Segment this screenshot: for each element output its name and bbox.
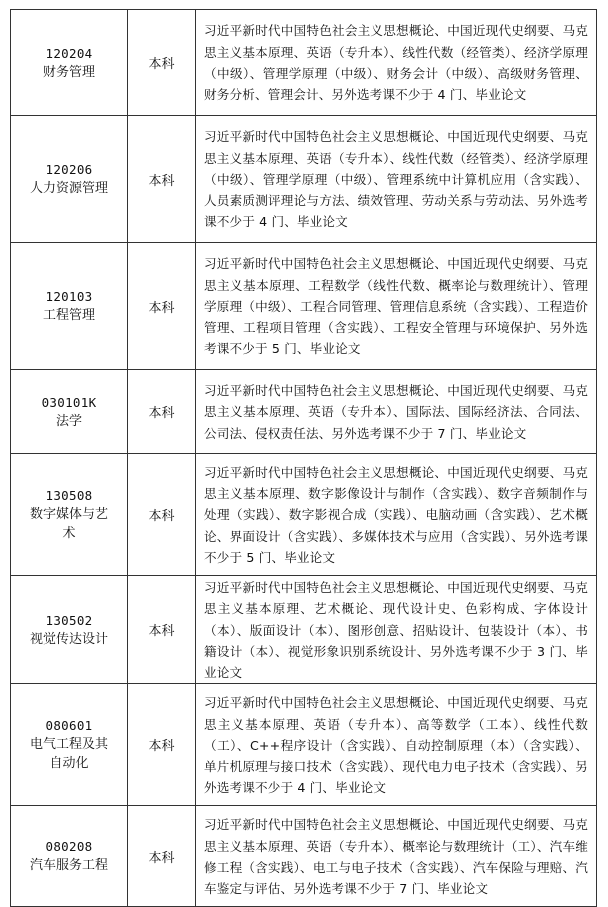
major-cell [11, 806, 128, 907]
table-row [11, 10, 597, 116]
major-code: 120204 [45, 45, 93, 61]
course-list: 习近平新时代中国特色社会主义思想概论、中国近现代史纲要、马克思主义基本原理、数字影像设计与制作（含实践）、数字音频制作与处理（实践）、数字影视合成（实践）、电脑动画（含实践）、艺术概论、界面设计（含实践）、多媒体技术与应用（含实践）、另外选考课不少于 5 门、毕业论文 [196, 454, 597, 576]
major-code: 120103 [45, 289, 93, 304]
education-level: 本科 [128, 116, 196, 243]
course-list: 习近平新时代中国特色社会主义思想概论、中国近现代史纲要、马克思主义基本原理、工程数学（线性代数、概率论与数理统计）、管理学原理（中级）、工程合同管理、管理信息系统（含实践）、工程造价管理、工程项目管理（含实践）、工程安全管理与环境保护、另外选考课不少于 5 门、毕业论文 [196, 243, 597, 370]
education-level: 本科 [128, 454, 196, 576]
course-list: 习近平新时代中国特色社会主义思想概论、中国近现代史纲要、马克思主义基本原理、艺术概论、现代设计史、色彩构成、字体设计（本）、版面设计（本）、图形创意、招贴设计、包装设计（本）、书籍设计（本）、视觉形象识别系统设计、另外选考课不少于 3 门、毕业论文 [196, 576, 597, 684]
table-row [11, 243, 597, 370]
major-code: 130508 [45, 488, 93, 503]
major-cell [11, 454, 128, 576]
major-name: 人力资源管理 [29, 181, 108, 196]
major-name: 数字媒体与艺术 [29, 507, 108, 541]
education-level: 本科 [128, 10, 196, 116]
major-cell [11, 116, 128, 243]
education-level: 本科 [128, 243, 196, 370]
major-name: 汽车服务工程 [29, 858, 108, 874]
course-list: 习近平新时代中国特色社会主义思想概论、中国近现代史纲要、马克思主义基本原理、英语（专升本）、线性代数（经管类）、经济学原理（中级）、管理学原理（中级）、管理系统中计算机应用（含实践）、人员素质测评理论与方法、绩效管理、劳动关系与劳动法、另外选考课不少于 4 门、毕业论文 [196, 116, 597, 243]
table-row [11, 454, 597, 576]
education-level: 本科 [128, 370, 196, 454]
table-row [11, 684, 597, 806]
major-name: 法学 [55, 413, 82, 429]
major-cell [11, 10, 128, 116]
table-row [11, 576, 597, 684]
major-name: 电气工程及其自动化 [29, 737, 108, 772]
course-list: 习近平新时代中国特色社会主义思想概论、中国近现代史纲要、马克思主义基本原理、英语（专升本）、概率论与数理统计（工）、汽车维修工程（含实践）、电工与电子技术（含实践）、汽车保险与理赔、汽车鉴定与评估、另外选考课不少于 7 门、毕业论文 [196, 806, 597, 907]
major-code: 130502 [45, 612, 93, 628]
major-cell [11, 243, 128, 370]
major-cell [11, 684, 128, 806]
major-code: 080601 [45, 718, 93, 734]
table-row [11, 370, 597, 454]
course-list: 习近平新时代中国特色社会主义思想概论、中国近现代史纲要、马克思主义基本原理、英语（专升本）、高等数学（工本）、线性代数（工）、C++程序设计（含实践）、自动控制原理（本）（含实践）、单片机原理与接口技术（含实践）、现代电力电子技术（含实践）、另外选考课不少于 4 门、毕业论文 [196, 684, 597, 806]
major-name: 工程管理 [42, 308, 95, 323]
education-level: 本科 [128, 806, 196, 907]
table-row [11, 806, 597, 907]
table-row [11, 116, 597, 243]
major-cell [11, 576, 128, 684]
major-cell [11, 370, 128, 454]
major-name: 视觉传达设计 [29, 631, 108, 647]
course-list: 习近平新时代中国特色社会主义思想概论、中国近现代史纲要、马克思主义基本原理、英语（专升本）、线性代数（经管类）、经济学原理（中级）、管理学原理（中级）、财务会计（中级）、高级财务管理、财务分析、管理会计、另外选考课不少于 4 门、毕业论文 [196, 10, 597, 116]
course-list: 习近平新时代中国特色社会主义思想概论、中国近现代史纲要、马克思主义基本原理、英语（专升本）、国际法、国际经济法、合同法、公司法、侵权责任法、另外选考课不少于 7 门、毕业论文 [196, 370, 597, 454]
major-code: 120206 [45, 162, 93, 177]
major-code: 030101K [41, 394, 97, 410]
major-code: 080208 [45, 839, 93, 855]
education-level: 本科 [128, 684, 196, 806]
major-name: 财务管理 [42, 64, 95, 80]
education-level: 本科 [128, 576, 196, 684]
majors-table [10, 9, 597, 907]
